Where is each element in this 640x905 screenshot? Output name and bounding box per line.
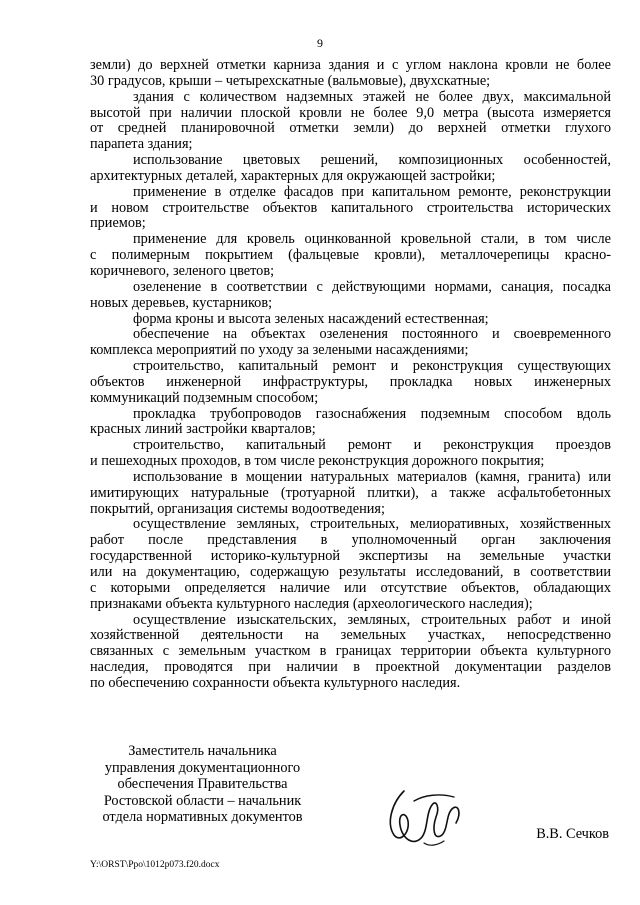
text-line: озеленение в соответствии с действующими нормами, санация, посадка [133,278,611,295]
text-line: и пешеходных проходов, в том числе реконструкция дорожного покрытия; [90,453,545,470]
signature-title-line: управления документационного [104,759,301,776]
text-line: применение для кровель оцинкованной кровельной стали, в том числе [133,231,611,248]
text-line: приемов; [90,215,146,232]
text-line: от средней планировочной отметки земли) до верхней отметки глухого [90,120,611,137]
text-line: красных линий застройки кварталов; [90,421,316,438]
text-line: прокладка трубопроводов газоснабжения подземным способом вдоль [133,405,611,422]
text-line: и новом строительстве объектов капитального строительства исторических [90,199,611,216]
text-line: коричневого, зеленого цветов; [90,262,275,279]
text-line: архитектурных деталей, характерных для окружающей застройки; [90,167,496,184]
signature-title-line: обеспечения Правительства [117,776,288,792]
text-line: 30 градусов, крыши – четырехскатные (вальмовые), двухскатные; [90,72,491,89]
text-line: строительство, капитальный ремонт и реконструкция проездов [133,437,611,454]
text-line: с полимерным покрытием (фальцевые кровли), металлочерепицы красно- [90,247,611,264]
text-line: объектов инженерной инфраструктуры, прокладка новых инженерных [90,373,611,390]
text-line: имитирующих натуральные (тротуарной плитки), а также асфальтобетонных [90,484,611,501]
handwritten-signature [384,783,466,851]
signer-name: В.В. Сечков [536,826,609,842]
signature-title-line: отдела нормативных документов [102,809,303,825]
page-number: 9 [317,36,323,50]
text-line: хозяйственной деятельности на земельных участках, непосредственно [90,627,611,644]
text-line: здания с количеством надземных этажей не более двух, максимальной [133,88,611,105]
text-line: покрытий, организация системы водоотведения; [90,500,385,517]
text-line: коммуникаций подземным способом; [90,389,319,406]
signature-title-block [90,743,315,826]
text-line: обеспечение на объектах озеленения постоянного и своевременного [133,326,611,343]
text-line: парапета здания; [90,136,193,153]
text-line: осуществление земляных, строительных, мелиоративных, хозяйственных [133,516,611,533]
signature-title-line: Ростовской области – начальник [103,792,302,809]
text-line: признаками объекта культурного наследия (археологического наследия); [90,595,533,612]
text-line: использование цветовых решений, композиционных особенностей, [133,152,611,169]
text-line: новых деревьев, кустарников; [90,294,273,311]
text-line: строительство, капитальный ремонт и реконструкция существующих [133,358,611,375]
text-line: наследия, проводятся при наличии в проектной документации разделов [90,659,611,676]
text-line: комплекса мероприятий по уходу за зелеными насаждениями; [90,342,469,359]
text-line: применение в отделке фасадов при капитальном ремонте, реконструкции [133,183,611,200]
text-line: форма кроны и высота зеленых насаждений естественная; [133,310,489,327]
text-line: работ после представления в уполномоченный орган заключения [90,532,611,549]
signature-title-line: Заместитель начальника [128,743,277,759]
body-text [90,58,611,692]
text-line: высотой при наличии плоской кровли не более 9,0 метра (высота измеряется [90,104,611,121]
footer-file-path: Y:\ORST\Ppo\1012p073.f20.docx [90,860,220,870]
text-line: осуществление изыскательских, земляных, строительных работ и иной [133,611,611,628]
text-line: по обеспечению сохранности объекта культурного наследия. [90,674,461,691]
text-line: или на документацию, содержащую результаты исследований, в соответствии [90,564,611,580]
text-line: с которыми определяется наличие или отсутствие объектов, обладающих [90,579,611,596]
text-line: связанных с земельным участком в границах территории объекта культурного [90,643,611,660]
text-line: использование в мощении натуральных материалов (камня, гранита) или [133,468,611,485]
text-line: государственной историко-культурной экспертизы на земельные участки [90,548,611,565]
text-line: земли) до верхней отметки карниза здания и с углом наклона кровли не более [90,57,611,73]
